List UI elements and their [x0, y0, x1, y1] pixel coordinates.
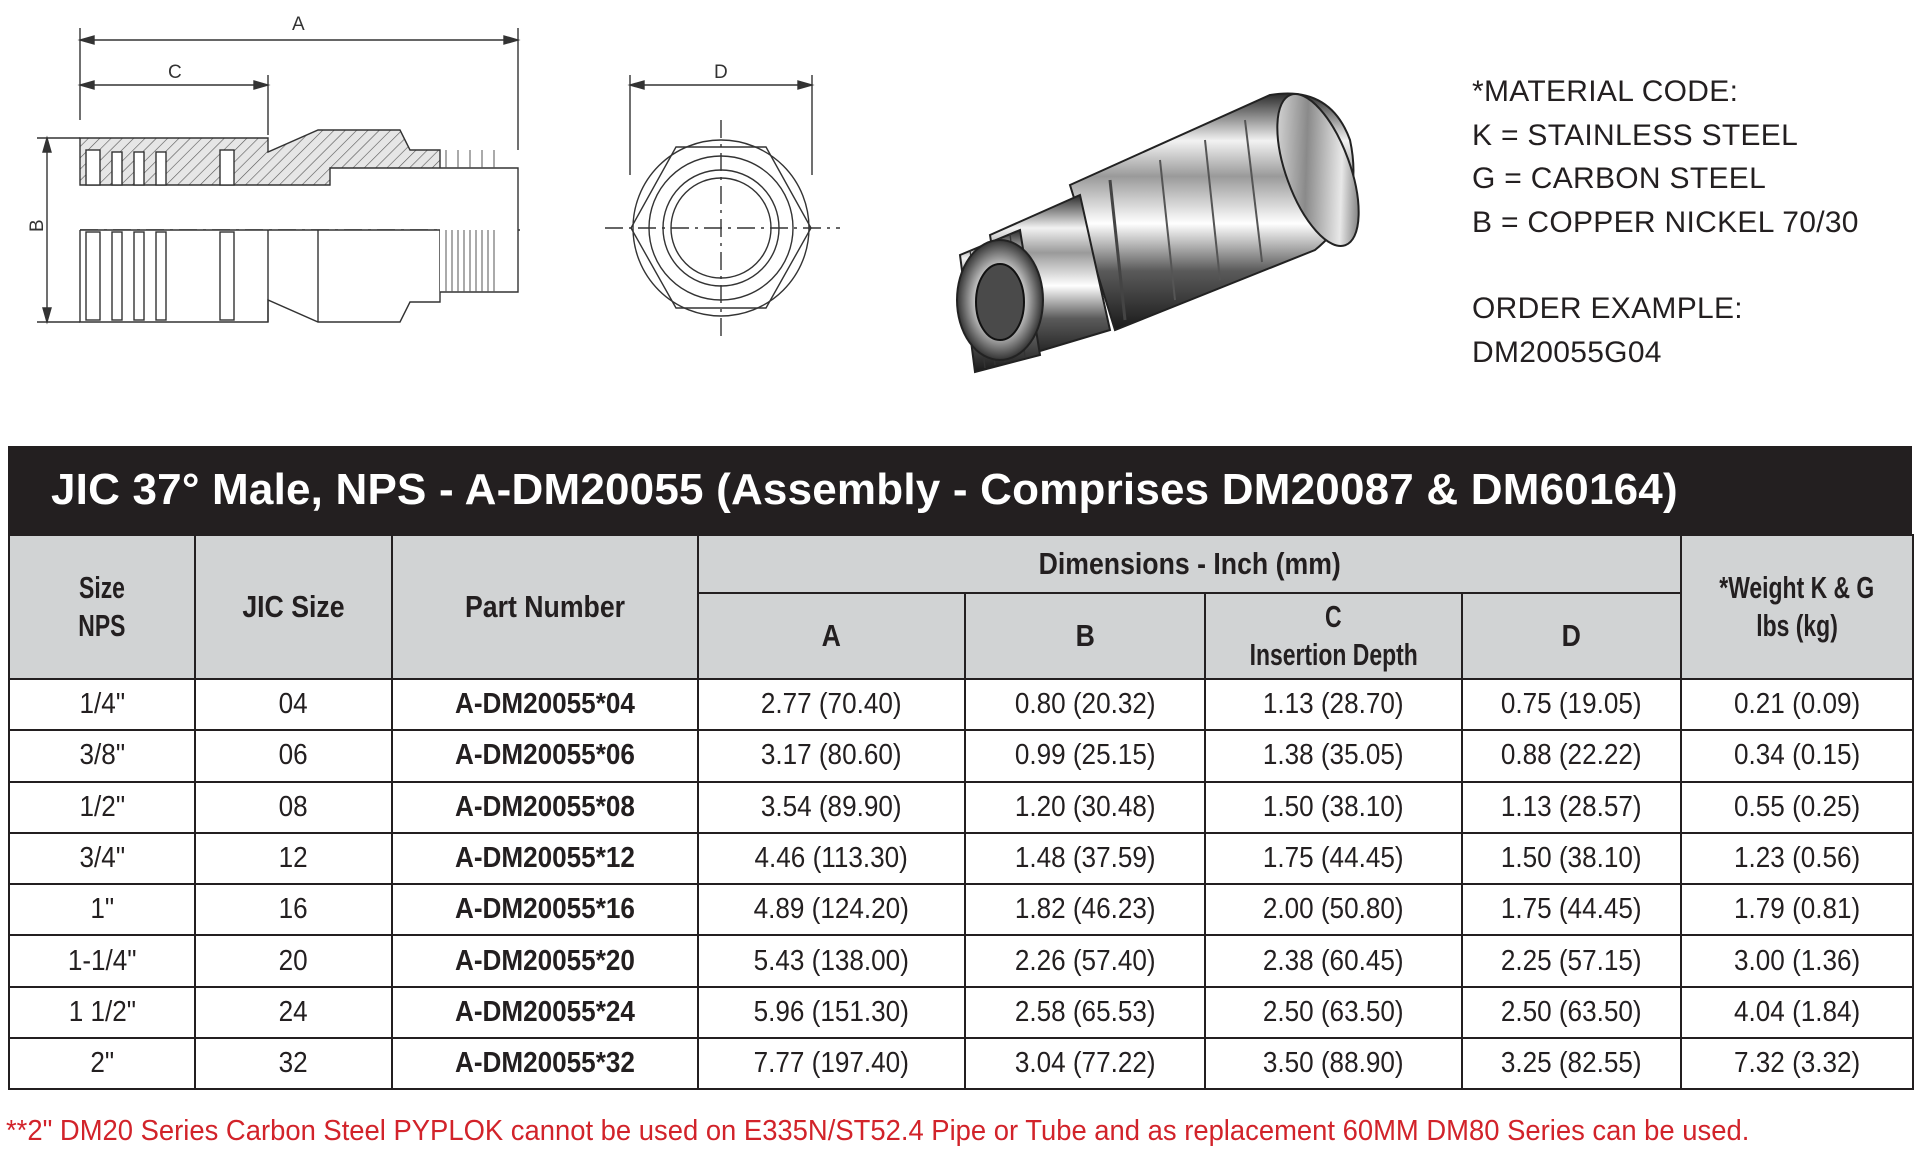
- header-dim-a: A: [698, 593, 965, 679]
- cell-dim-b: 0.99 (25.15): [965, 730, 1205, 781]
- cell-weight: 7.32 (3.32): [1681, 1038, 1913, 1089]
- cell-dim-a: 3.17 (80.60): [698, 730, 965, 781]
- cell-weight: 3.00 (1.36): [1681, 935, 1913, 986]
- dim-c-label: C: [168, 62, 182, 83]
- spec-table: [8, 534, 1914, 1090]
- dim-d-label: D: [714, 62, 728, 83]
- table-title: JIC 37° Male, NPS - A-DM20055 (Assembly - Comprises DM20087 & DM60164): [8, 446, 1912, 534]
- cell-weight: 4.04 (1.84): [1681, 987, 1913, 1038]
- cell-size: 3/4": [9, 833, 195, 884]
- table-row: [9, 730, 1913, 781]
- cell-part-number: A-DM20055*16: [392, 884, 698, 935]
- header-dim-d: D: [1462, 593, 1681, 679]
- header-jic-size: JIC Size: [195, 535, 392, 679]
- cell-size: 1/2": [9, 782, 195, 833]
- cell-dim-a: 4.89 (124.20): [698, 884, 965, 935]
- cell-dim-d: 0.88 (22.22): [1462, 730, 1681, 781]
- material-code-k: K = STAINLESS STEEL: [1472, 118, 1799, 152]
- cell-dim-d: 1.50 (38.10): [1462, 833, 1681, 884]
- cell-dim-a: 5.96 (151.30): [698, 987, 965, 1038]
- cell-dim-b: 3.04 (77.22): [965, 1038, 1205, 1089]
- table-row: [9, 833, 1913, 884]
- header-dim-b: B: [965, 593, 1205, 679]
- cell-dim-c: 1.50 (38.10): [1205, 782, 1462, 833]
- header-weight: *Weight K & G lbs (kg): [1681, 535, 1913, 679]
- cell-dim-b: 1.48 (37.59): [965, 833, 1205, 884]
- cell-dim-d: 2.25 (57.15): [1462, 935, 1681, 986]
- header-part-number: Part Number: [392, 535, 698, 679]
- cell-weight: 0.55 (0.25): [1681, 782, 1913, 833]
- cell-dim-a: 2.77 (70.40): [698, 679, 965, 730]
- side-section-view: [37, 28, 520, 322]
- cell-size: 1-1/4": [9, 935, 195, 986]
- cell-jic: 04: [195, 679, 392, 730]
- dim-a-label: A: [292, 14, 305, 35]
- cell-dim-c: 1.75 (44.45): [1205, 833, 1462, 884]
- cell-weight: 0.34 (0.15): [1681, 730, 1913, 781]
- cell-dim-b: 1.82 (46.23): [965, 884, 1205, 935]
- cell-part-number: A-DM20055*32: [392, 1038, 698, 1089]
- cell-jic: 16: [195, 884, 392, 935]
- header-dim-c: C Insertion Depth: [1205, 593, 1462, 679]
- cell-dim-c: 1.13 (28.70): [1205, 679, 1462, 730]
- cell-dim-d: 3.25 (82.55): [1462, 1038, 1681, 1089]
- cell-size: 1 1/2": [9, 987, 195, 1038]
- cell-jic: 06: [195, 730, 392, 781]
- cell-dim-c: 3.50 (88.90): [1205, 1038, 1462, 1089]
- table-row: [9, 884, 1913, 935]
- cell-jic: 24: [195, 987, 392, 1038]
- cell-dim-a: 4.46 (113.30): [698, 833, 965, 884]
- cell-size: 1/4": [9, 679, 195, 730]
- cell-dim-c: 2.38 (60.45): [1205, 935, 1462, 986]
- fitting-3d-render: [957, 84, 1375, 372]
- table-row: [9, 935, 1913, 986]
- material-code-panel: [1472, 70, 1859, 374]
- cell-dim-b: 2.26 (57.40): [965, 935, 1205, 986]
- header-size-nps: Size NPS: [9, 535, 195, 679]
- order-example-heading: ORDER EXAMPLE:: [1472, 292, 1743, 325]
- material-code-b: B = COPPER NICKEL 70/30: [1472, 205, 1859, 239]
- cell-part-number: A-DM20055*12: [392, 833, 698, 884]
- cell-dim-d: 2.50 (63.50): [1462, 987, 1681, 1038]
- material-code-heading: *MATERIAL CODE:: [1472, 75, 1739, 108]
- order-example-value: DM20055G04: [1472, 335, 1662, 369]
- cell-dim-b: 2.58 (65.53): [965, 987, 1205, 1038]
- material-code-g: G = CARBON STEEL: [1472, 162, 1767, 195]
- cell-dim-d: 0.75 (19.05): [1462, 679, 1681, 730]
- cell-part-number: A-DM20055*06: [392, 730, 698, 781]
- footnote: **2" DM20 Series Carbon Steel PYPLOK cannot be used on E335N/ST52.4 Pipe or Tube and as replacement 60MM DM80 Series can be used.: [6, 1115, 1750, 1147]
- cell-dim-a: 7.77 (197.40): [698, 1038, 965, 1089]
- cell-size: 3/8": [9, 730, 195, 781]
- dim-b-label: B: [27, 219, 48, 232]
- cell-dim-b: 0.80 (20.32): [965, 679, 1205, 730]
- end-view: [605, 75, 840, 340]
- cell-jic: 32: [195, 1038, 392, 1089]
- cell-part-number: A-DM20055*24: [392, 987, 698, 1038]
- cell-dim-d: 1.75 (44.45): [1462, 884, 1681, 935]
- cell-size: 1": [9, 884, 195, 935]
- cell-dim-a: 5.43 (138.00): [698, 935, 965, 986]
- cell-jic: 08: [195, 782, 392, 833]
- cell-weight: 0.21 (0.09): [1681, 679, 1913, 730]
- spacer: [1472, 244, 1859, 287]
- table-row: [9, 782, 1913, 833]
- cell-dim-d: 1.13 (28.57): [1462, 782, 1681, 833]
- cell-part-number: A-DM20055*04: [392, 679, 698, 730]
- table-row: [9, 987, 1913, 1038]
- table-row: [9, 679, 1913, 730]
- cell-dim-a: 3.54 (89.90): [698, 782, 965, 833]
- cell-dim-c: 2.50 (63.50): [1205, 987, 1462, 1038]
- cell-size: 2": [9, 1038, 195, 1089]
- cell-weight: 1.23 (0.56): [1681, 833, 1913, 884]
- cell-dim-b: 1.20 (30.48): [965, 782, 1205, 833]
- cell-part-number: A-DM20055*08: [392, 782, 698, 833]
- cell-jic: 20: [195, 935, 392, 986]
- cell-part-number: A-DM20055*20: [392, 935, 698, 986]
- table-row: [9, 1038, 1913, 1089]
- header-dimensions: Dimensions - Inch (mm): [698, 535, 1681, 593]
- cell-jic: 12: [195, 833, 392, 884]
- cell-dim-c: 1.38 (35.05): [1205, 730, 1462, 781]
- cell-dim-c: 2.00 (50.80): [1205, 884, 1462, 935]
- cell-weight: 1.79 (0.81): [1681, 884, 1913, 935]
